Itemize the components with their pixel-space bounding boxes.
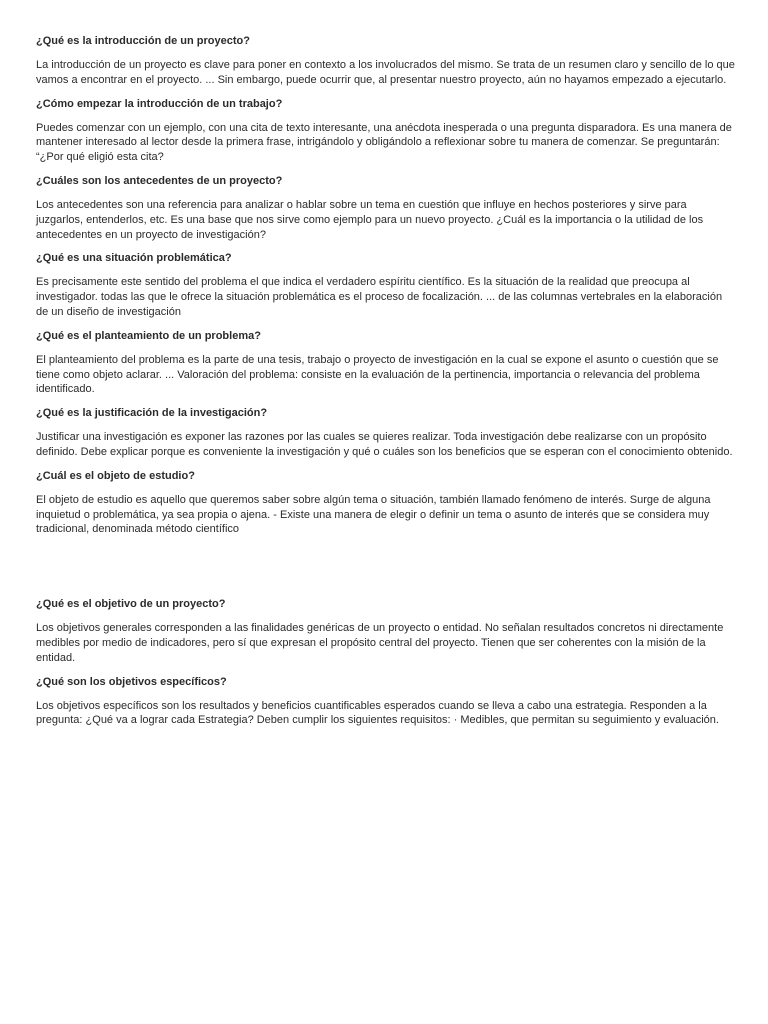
section-paragraph: Los objetivos generales corresponden a las finalidades genéricas de un proyecto o entidad. No señalan resultados concretos ni directamente medibles por medio de indicadores, pero sí que expresan el propósito central del proyecto. Tienen que ser coherentes con la misión de la entidad. — [36, 622, 724, 664]
section-paragraph: El objeto de estudio es aquello que queremos saber sobre algún tema o situación, también llamado fenómeno de interés. Surge de alguna inquietud o problemática, ya sea propia o ajena. - Existe una manera de elegir o definir un tema o asunto de interés que se considera muy tradicional, denominada método científico — [36, 493, 711, 536]
section-heading: ¿Cuál es el objeto de estudio? — [36, 469, 195, 482]
section-heading: ¿Qué es la introducción de un proyecto? — [36, 35, 250, 47]
section-paragraph: Es precisamente este sentido del problema el que indica el verdadero espíritu científico. Es la situación de la realidad que preocupa al investigador. todas las que le ofrece la situación problemática es el proceso de focalización. ... de las columnas vertebrales en la elaboración de un diseño de investigación — [36, 276, 723, 318]
section-paragraph: Justificar una investigación es exponer las razones por las cuales se quieres realizar. Toda investigación debe realizarse con un propósito definido. Debe explicar porque es conveniente la investigación y qué o cuáles son los beneficios que se esperan con el conocimiento obtenido. — [36, 431, 733, 458]
qa-section-objetivo-proyecto — [36, 597, 736, 665]
document-page — [36, 34, 736, 737]
section-heading: ¿Qué son los objetivos específicos? — [36, 675, 227, 688]
qa-section-empezar-introduccion — [36, 97, 736, 165]
blank-spacer — [36, 546, 736, 597]
section-paragraph: Los antecedentes son una referencia para analizar o hablar sobre un tema en cuestión que influye en hechos posteriores y sirve para juzgarlos, entenderlos, etc. Es una base que nos sirve como ejemplo para un nuevo proyecto. ¿Cuál es la importancia o la utilidad de los antecedentes en un proyecto de investigación? — [36, 198, 704, 241]
section-paragraph: La introducción de un proyecto es clave para poner en contexto a los involucrados del mismo. Se trata de un resumen claro y sencillo de lo que vamos a encontrar en el proyecto. ... Sin embargo, puede ocurrir que, al presentar nuestro proyecto, aún no hayamos empezado a ejecutarlo. — [36, 59, 735, 86]
section-heading: ¿Qué es la justificación de la investigación? — [36, 407, 268, 420]
section-paragraph: Puedes comenzar con un ejemplo, con una cita de texto interesante, una anécdota inesperada o una pregunta disparadora. Es una manera de mantener interesado al lector desde la primera frase, intrigándolo y obligándolo a reflexionar sobre tu manera de comenzar. Se preguntarán: “¿Por qué eligió esta cita? — [36, 121, 732, 164]
section-paragraph: Los objetivos específicos son los resultados y beneficios cuantificables esperados cuando se lleva a cabo una estrategia. Responden a la pregunta: ¿Qué va a lograr cada Estrategia? Deben cumplir los siguientes requisitos: · Medibles, que permitan su seguimiento y evaluación. — [36, 699, 719, 727]
section-heading: ¿Cuáles son los antecedentes de un proyecto? — [36, 174, 283, 187]
section-heading: ¿Qué es el objetivo de un proyecto? — [36, 598, 226, 611]
qa-section-situacion-problematica — [36, 251, 736, 319]
section-paragraph: El planteamiento del problema es la parte de una tesis, trabajo o proyecto de investigación en la cual se expone el asunto o cuestión que se tiene como objeto aclarar. ... Valoración del problema: consiste en la evaluación de la pertinencia, importancia o relevancia del problema identificado. — [36, 353, 719, 396]
qa-section-planteamiento — [36, 329, 736, 397]
section-heading: ¿Qué es una situación problemática? — [36, 252, 232, 265]
qa-section-justificacion — [36, 406, 736, 460]
qa-section-objetivos-especificos — [36, 675, 736, 729]
qa-section-antecedentes — [36, 174, 736, 242]
qa-section-objeto-estudio — [36, 469, 736, 537]
section-heading: ¿Qué es el planteamiento de un problema? — [36, 329, 261, 342]
section-heading: ¿Cómo empezar la introducción de un trabajo? — [36, 97, 283, 110]
qa-section-introduccion — [36, 34, 736, 88]
